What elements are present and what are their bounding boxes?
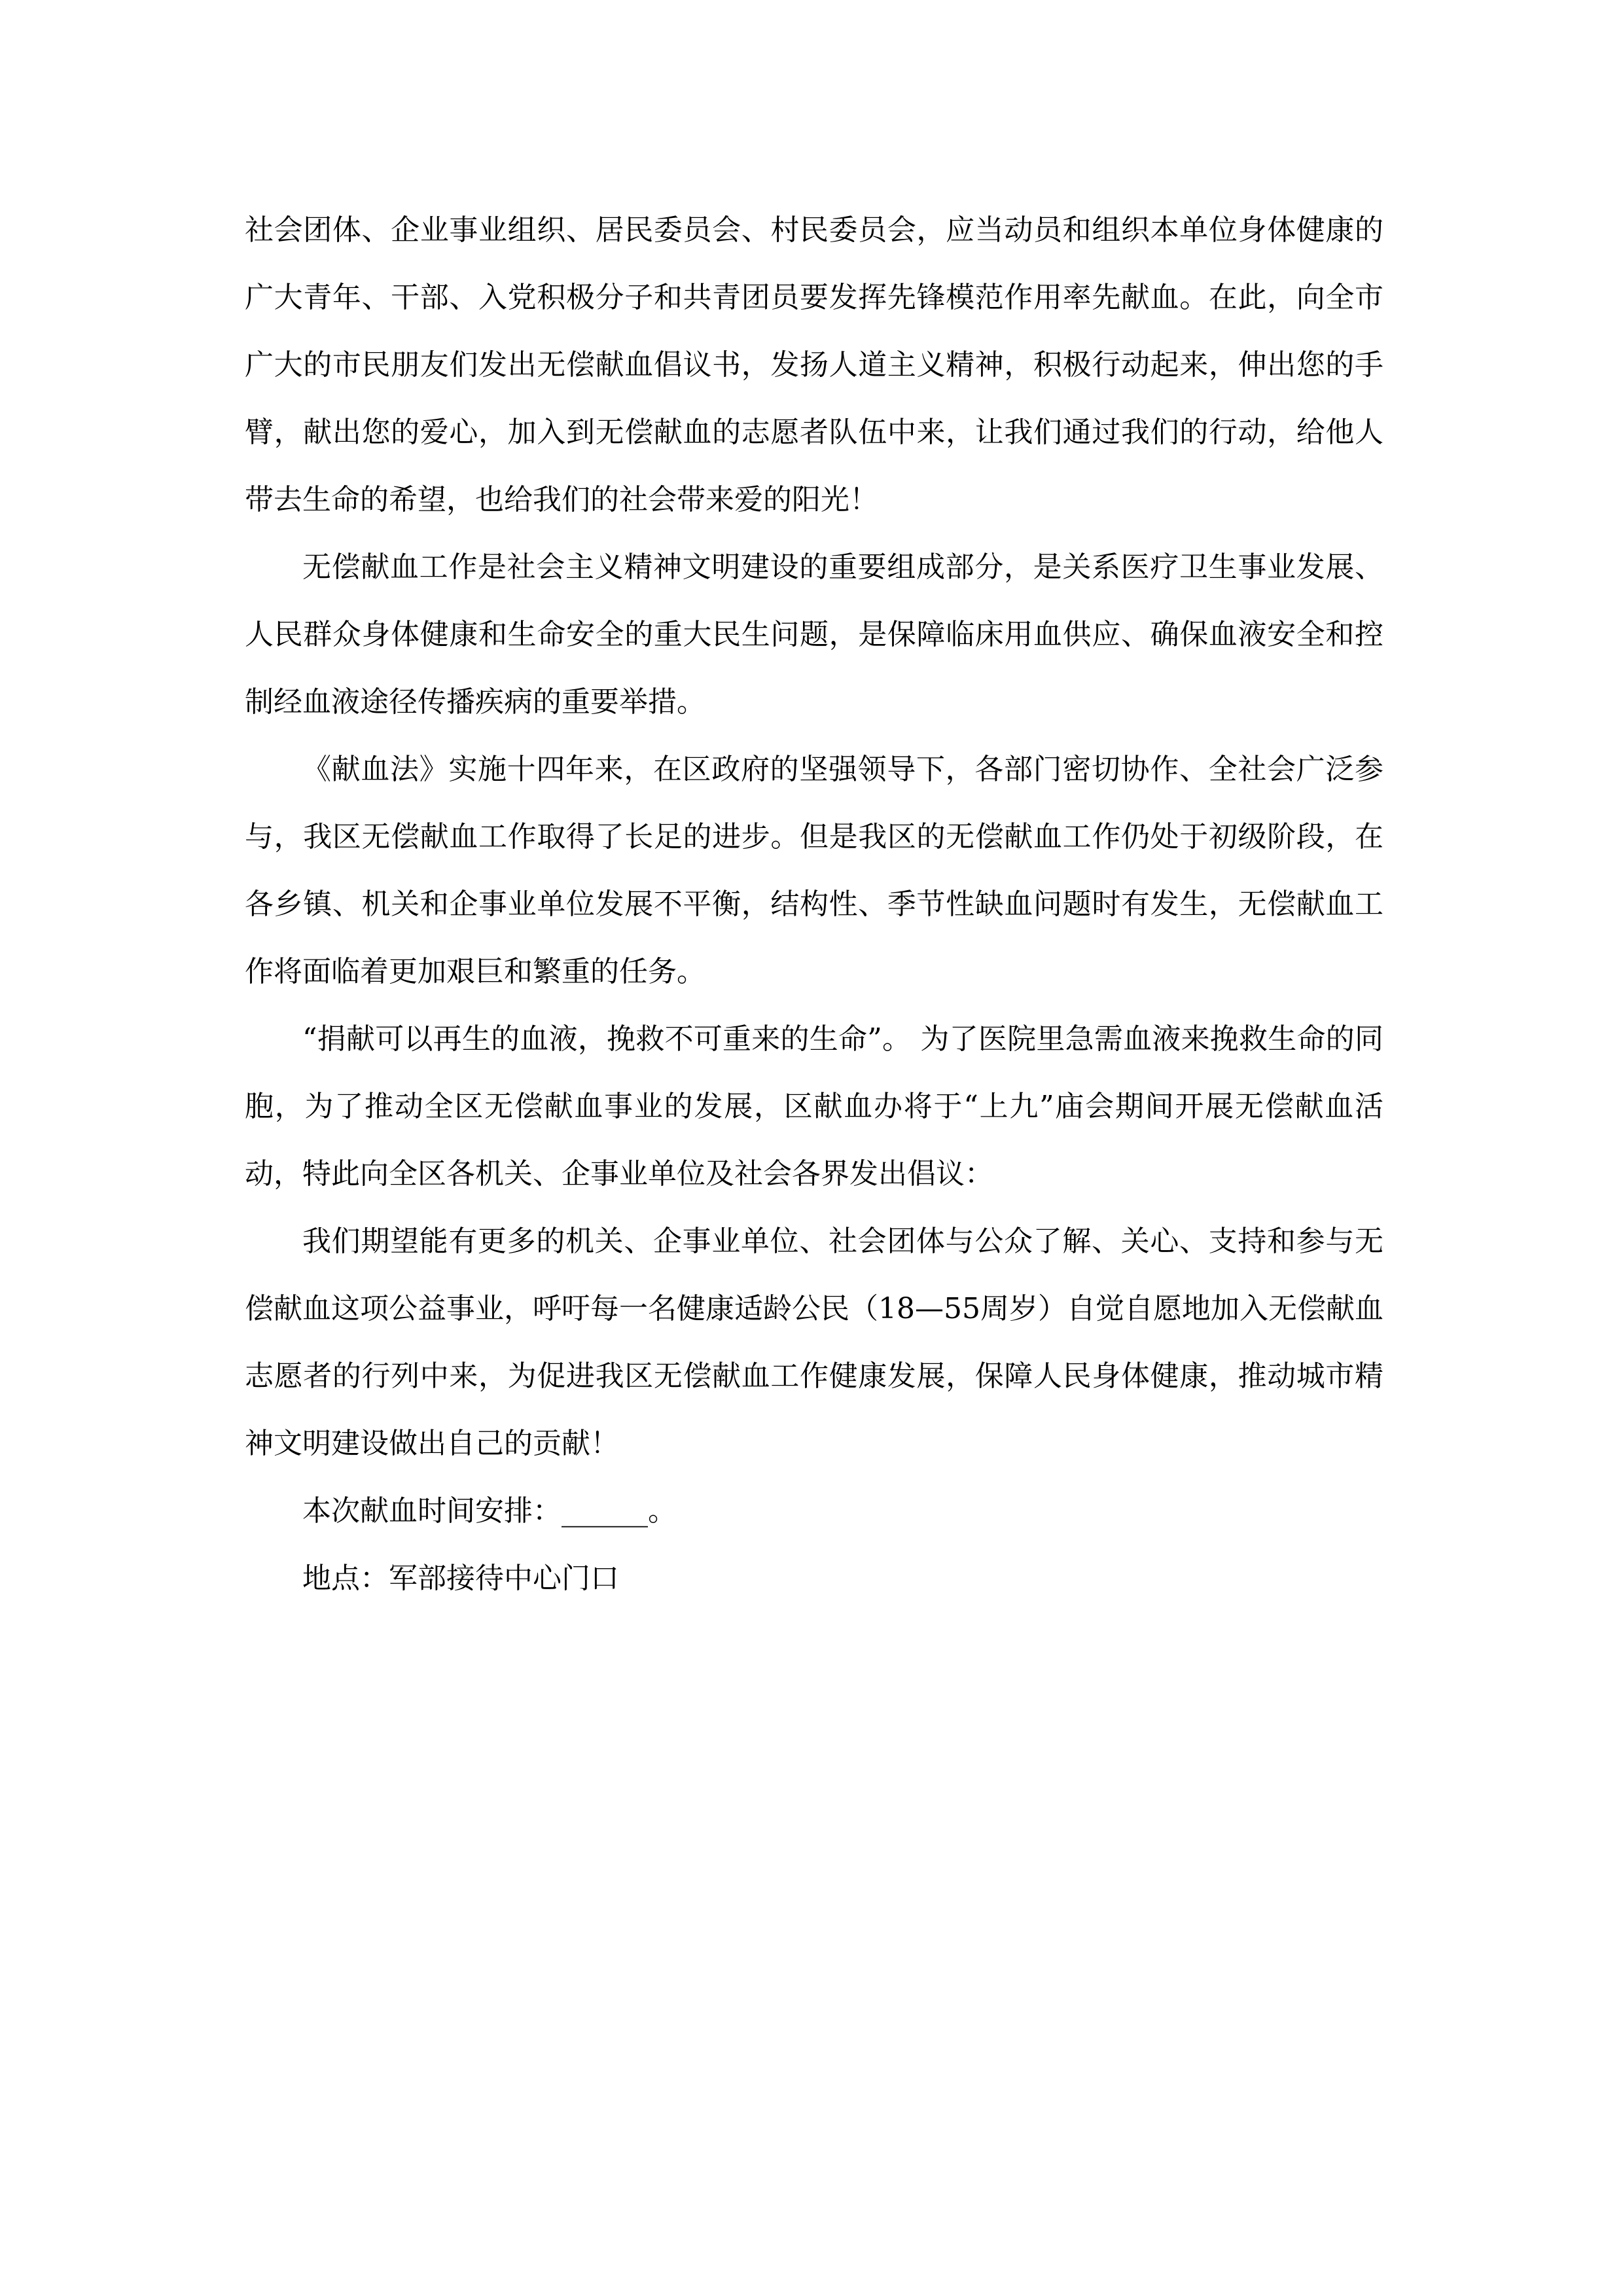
paragraph-expectation: 我们期望能有更多的机关、企事业单位、社会团体与公众了解、关心、支持和参与无偿献血这项公益事业，呼吁每一名健康适龄公民（18—55周岁）自觉自愿地加入无偿献血志愿者的行列中来，为促进我区无偿献血工作健康发展，保障人民身体健康，推动城市精神文明建设做出自己的贡献！: [245, 1225, 1383, 1460]
paragraph-initiative: “捐献可以再生的血液，挽救不可重来的生命”。 为了医院里急需血液来挽救生命的同胞，为了推动全区无偿献血事业的发展，区献血办将于“上九”庙会期间开展无偿献血活动，特此向全区各机关、企事业单位及社会各界发出倡议：: [245, 1022, 1383, 1191]
paragraph-appeal: 社会团体、企业事业组织、居民委员会、村民委员会，应当动员和组织本单位身体健康的广大青年、干部、入党积极分子和共青团员要发挥先锋模范作用率先献血。在此，向全市广大的市民朋友们发出无偿献血倡议书，发扬人道主义精神，积极行动起来，伸出您的手臂，献出您的爱心，加入到无偿献血的志愿者队伍中来，让我们通过我们的行动，给他人带去生命的希望，也给我们的社会带来爱的阳光！: [245, 213, 1383, 516]
document-body: [245, 196, 1383, 1612]
paragraph-location: 地点：军部接待中心门口: [302, 1562, 619, 1595]
paragraph-schedule: 本次献血时间安排：______。: [302, 1494, 677, 1528]
paragraph-importance: 无偿献血工作是社会主义精神文明建设的重要组成部分，是关系医疗卫生事业发展、人民群众身体健康和生命安全的重大民生问题，是保障临床用血供应、确保血液安全和控制经血液途径传播疾病的重要举措。: [245, 550, 1383, 719]
paragraph-progress: 《献血法》实施十四年来，在区政府的坚强领导下，各部门密切协作、全社会广泛参与，我区无偿献血工作取得了长足的进步。但是我区的无偿献血工作仍处于初级阶段，在各乡镇、机关和企事业单位发展不平衡，结构性、季节性缺血问题时有发生，无偿献血工作将面临着更加艰巨和繁重的任务。: [245, 753, 1383, 988]
